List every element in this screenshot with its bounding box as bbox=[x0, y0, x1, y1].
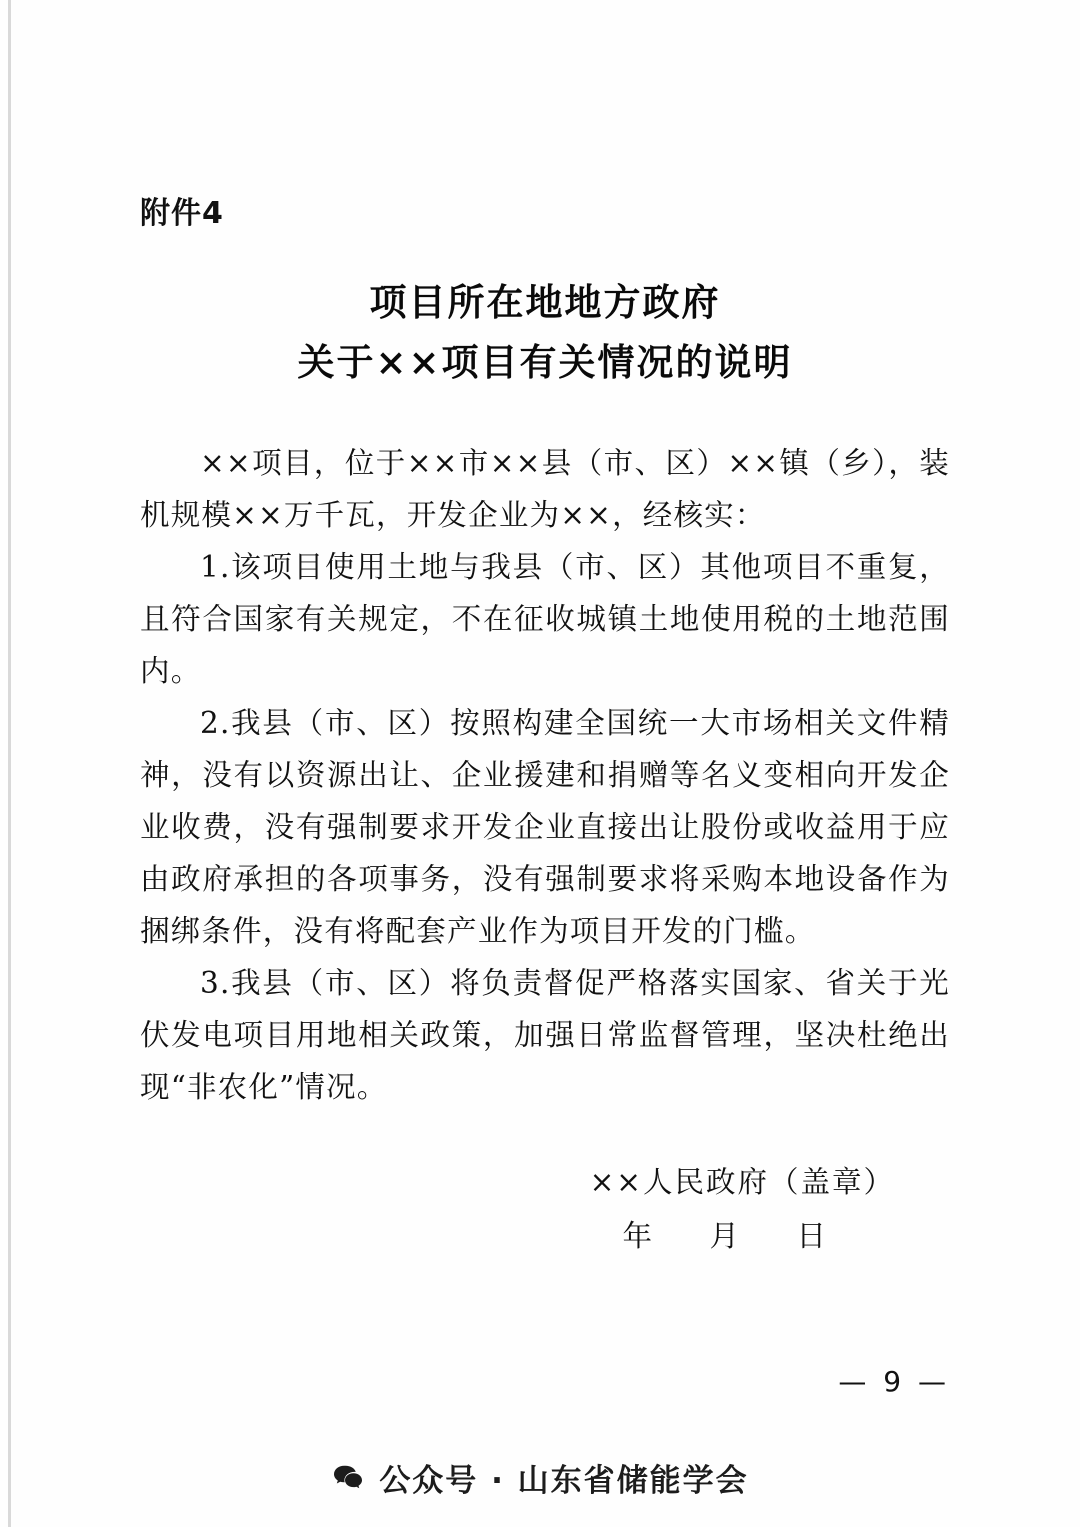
title-line-2: 关于××项目有关情况的说明 bbox=[297, 340, 793, 384]
watermark bbox=[0, 1455, 1080, 1500]
body-paragraph: 1.该项目使用土地与我县（市、区）其他项目不重复，且符合国家有关规定，不在征收城镇土地使用税的土地范围内。 bbox=[140, 550, 950, 688]
body-paragraph: 3.我县（市、区）将负责督促严格落实国家、省关于光伏发电项目用地相关政策，加强日常监督管理，坚决杜绝出现“非农化”情况。 bbox=[140, 966, 950, 1104]
signature-block bbox=[140, 1155, 950, 1263]
watermark-label: 公众号 · 山东省储能学会 bbox=[379, 1463, 749, 1499]
wechat-icon bbox=[331, 1461, 365, 1495]
body-paragraph: 2.我县（市、区）按照构建全国统一大市场相关文件精神，没有以资源出让、企业援建和捐赠等名义变相向开发企业收费，没有强制要求开发企业直接出让股份或收益用于应由政府承担的各项事务，没有强制要求将采购本地设备作为捆绑条件，没有将配套产业作为项目开发的门槛。 bbox=[140, 706, 950, 948]
title-line-1: 项目所在地地方政府 bbox=[369, 280, 721, 324]
page-edge-line bbox=[8, 0, 11, 1527]
page-title bbox=[140, 272, 950, 392]
attachment-label: 附件4 bbox=[140, 196, 224, 231]
signature-issuer: ××人民政府（盖章） bbox=[589, 1165, 895, 1199]
signature-date: 年 月 日 bbox=[622, 1219, 840, 1253]
page-number: — 9 — bbox=[838, 1365, 950, 1398]
body-paragraph: ××项目，位于××市××县（市、区）××镇（乡），装机规模××万千瓦，开发企业为××，经核实： bbox=[140, 446, 950, 532]
document-body bbox=[140, 437, 950, 1113]
